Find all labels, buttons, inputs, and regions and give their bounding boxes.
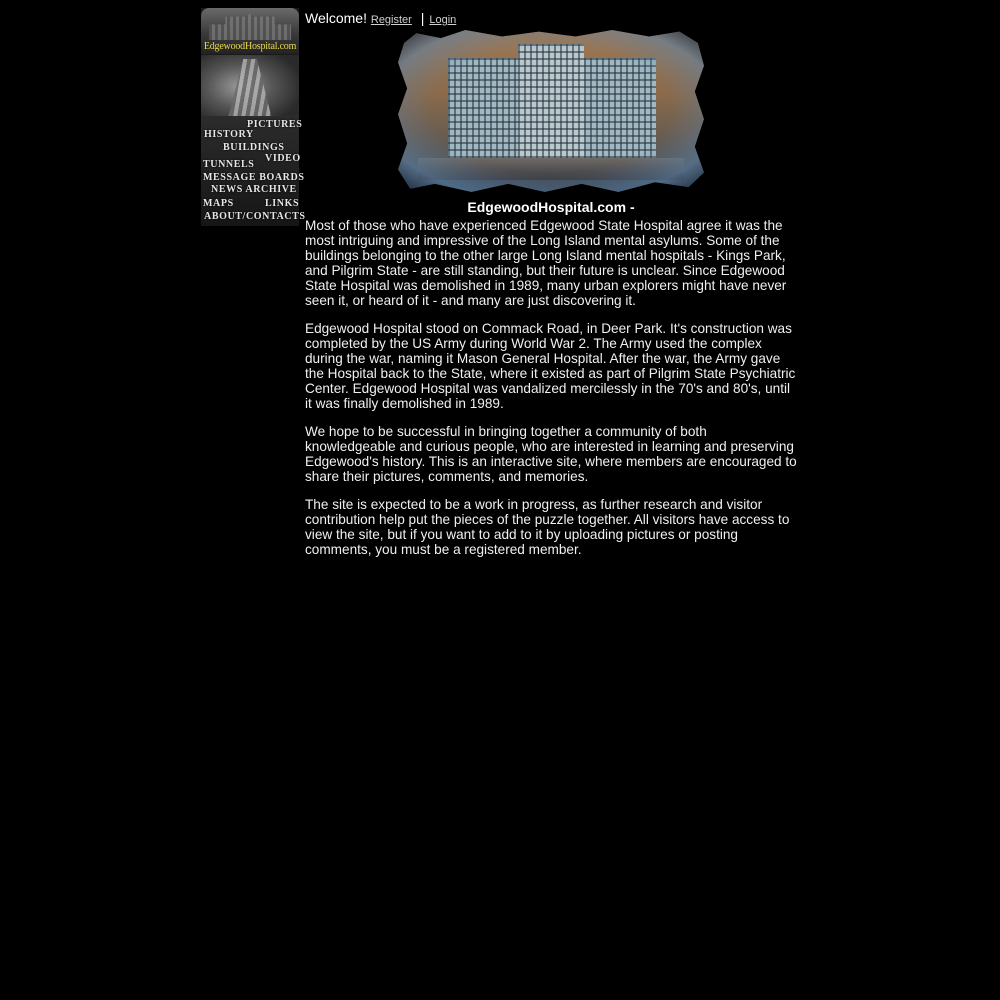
- welcome-text: Welcome!: [305, 10, 367, 26]
- logo-building-graphic: [209, 14, 291, 40]
- banner-frame: [398, 30, 704, 192]
- login-link[interactable]: Login: [429, 14, 457, 26]
- paragraph-community: We hope to be successful in bringing together a community of both knowledgeable and curious people, who are interested in learning and preserving Edgewood's history. This is an interactive site, where members are encouraged to share their pictures, comments, and memories.: [305, 424, 797, 484]
- sidebar-nav: [201, 8, 306, 226]
- nav-link-tunnels[interactable]: TUNNELS: [203, 159, 255, 170]
- nav-link-buildings[interactable]: BUILDINGS: [223, 142, 285, 153]
- nav-link-pictures[interactable]: PICTURES: [247, 119, 303, 130]
- site-logo[interactable]: [201, 8, 299, 54]
- paragraph-history: Edgewood Hospital stood on Commack Road, in Deer Park. It's construction was completed by the US Army during World War 2. The Army used the complex during the war, naming it Mason General Hospital. After the war, the Army gave the Hospital back to the State, where it existed as part of Pilgrim State Psychiatric Center. Edgewood Hospital was vandalized mercilessly in the 70's and 80's, until it was finally demolished in 1989.: [305, 321, 796, 411]
- nav-link-history[interactable]: HISTORY: [204, 129, 254, 140]
- logo-text: EdgewoodHospital.com: [203, 41, 297, 52]
- hospital-banner-image: [398, 30, 704, 192]
- separator: |: [420, 10, 425, 26]
- nav-link-video[interactable]: VIDEO: [265, 153, 301, 164]
- nav-link-message-boards[interactable]: MESSAGE BOARDS: [203, 172, 305, 183]
- nav-link-news-archive[interactable]: NEWS ARCHIVE: [211, 184, 297, 195]
- nav-links: [201, 116, 306, 226]
- nav-link-links[interactable]: LINKS: [265, 198, 300, 209]
- nav-photo: [201, 55, 299, 125]
- nav-link-maps[interactable]: MAPS: [203, 198, 234, 209]
- paragraph-membership: The site is expected to be a work in progress, as further research and visitor contribution help put the pieces of the puzzle together. All visitors have access to view the site, but if you want to add to it by uploading pictures or posting comments, you must be a registered member.: [305, 497, 790, 557]
- user-bar: [305, 10, 456, 28]
- page-title: EdgewoodHospital.com -: [467, 199, 635, 215]
- article-body: [305, 218, 799, 570]
- paragraph-intro: Most of those who have experienced Edgewood State Hospital agree it was the most intriguing and impressive of the Long Island mental asylums. Some of the buildings belonging to the other large Long Island mental hospitals - Kings Park, and Pilgrim State - are still standing, but their future is unclear. Since Edgewood State Hospital was demolished in 1989, many urban explorers might have never seen it, or heard of it - and many are just discovering it.: [305, 218, 787, 308]
- nav-link-about-contacts[interactable]: ABOUT/CONTACTS: [204, 211, 306, 222]
- register-link[interactable]: Register: [370, 14, 412, 26]
- banner-edge-effect: [398, 30, 704, 192]
- tower-graphic: [227, 59, 273, 123]
